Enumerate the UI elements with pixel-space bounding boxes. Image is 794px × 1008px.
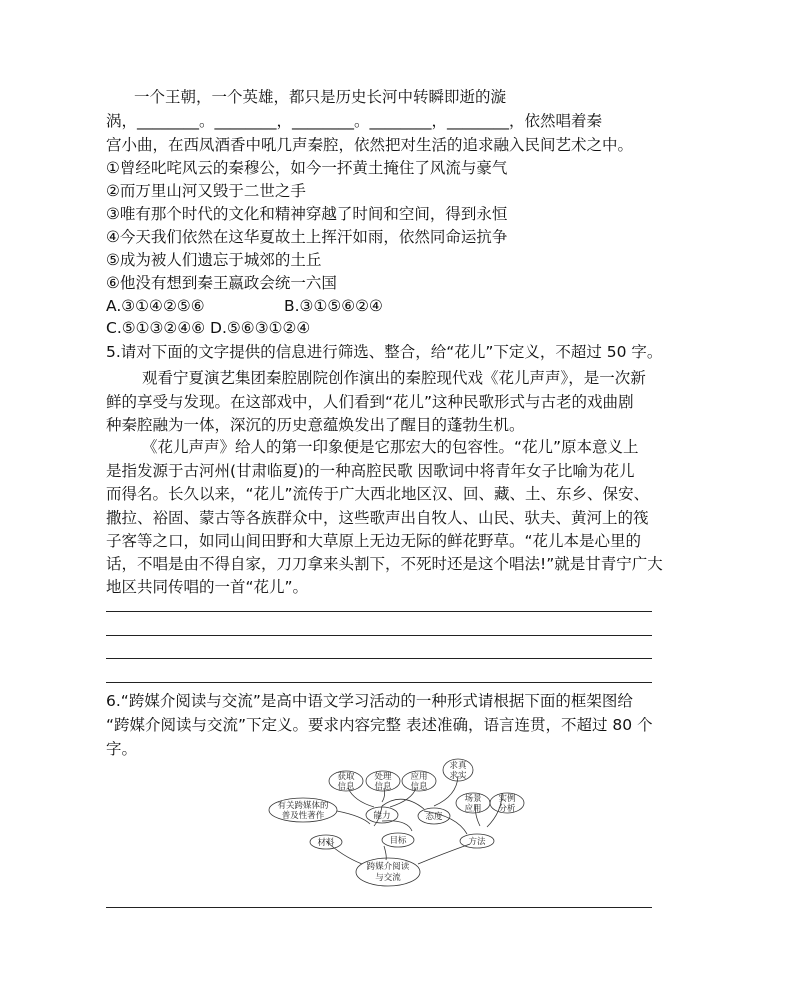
q5-passage-line-4: 《花儿声声》给人的第一印象便是它那宏大的包容性。“花儿”原本意义上 — [142, 438, 639, 456]
q5-passage-line-5: 是指发源于古河州(甘肃临夏)的一种高腔民歌 因歌词中将青年女子比喻为花儿 — [106, 462, 635, 480]
node-attitude: 态度 — [425, 812, 443, 822]
q5-passage-line-9: 话，不唱是由不得自家，刀刀拿来头割下，不死时还是这个唱法!”就是甘青宁广大 — [106, 555, 663, 573]
node-method: 方法 — [468, 837, 486, 847]
q4-option-2: ②而万里山河又毁于二世之手 — [106, 182, 306, 200]
q5-passage-line-7: 撒拉、裕固、蒙古等各族群众中，这些歌声出自牧人、山民、驮夫、黄河上的筏 — [106, 509, 649, 527]
q6-question-line-3: 字。 — [106, 740, 138, 758]
node-ability: 能力 — [373, 811, 391, 821]
q4-line-2: 涡，________。________，________。________，________，依然唱着秦 — [106, 112, 603, 130]
answer-line[interactable] — [106, 635, 652, 636]
node-goal: 目标 — [389, 836, 407, 846]
q5-passage-line-3: 种秦腔融为一体，深沉的历史意蕴焕发出了醒目的蓬勃生机。 — [106, 416, 525, 434]
node-apply-line-1: 应用 — [410, 772, 428, 782]
node-material: 材料 — [317, 838, 335, 848]
node-center-line-1: 跨媒介阅读 — [366, 862, 410, 872]
q6-question-line-2: “跨媒介阅读与交流”下定义。要求内容完整 表述准确，语言连贯，不超过 80 个 — [106, 716, 653, 734]
q5-passage-line-8: 子客等之口，如同山间田野和大草原上无边无际的鲜花野草。“花儿本是心里的 — [106, 532, 642, 550]
node-truth-line-2: 求实 — [449, 771, 467, 781]
node-works-line-2: 普及性著作 — [281, 811, 325, 821]
node-apply-line-2: 信息 — [410, 782, 428, 792]
node-case-line-2: 分析 — [498, 804, 516, 814]
q5-passage-line-1: 观看宁夏演艺集团秦腔剧院创作演出的秦腔现代戏《花儿声声》，是一次新 — [142, 369, 646, 387]
node-acquire-line-2: 信息 — [337, 782, 355, 792]
q5-passage-line-10: 地区共同传唱的一首“花儿”。 — [106, 578, 309, 596]
node-process-line-1: 处理 — [374, 772, 392, 782]
q5-passage-line-6: 而得名。长久以来，“花儿”流传于广大西北地区汉、回、藏、土、东乡、保安、 — [106, 485, 650, 503]
q4-option-5: ⑤成为被人们遗忘于城郊的土丘 — [106, 251, 322, 269]
node-acquire-line-1: 获取 — [337, 772, 355, 782]
q4-option-3: ③唯有那个时代的文化和精神穿越了时间和空间，得到永恒 — [106, 205, 508, 223]
q5-question: 5.请对下面的文字提供的信息进行筛选、整合，给“花儿”下定义，不超过 50 字。 — [106, 343, 663, 361]
answer-line[interactable] — [106, 682, 652, 683]
q4-choice-a: A.③①④②⑤⑥ — [106, 297, 205, 315]
node-works-line-1: 有关跨媒体的 — [277, 801, 329, 811]
node-center-line-2: 与交流 — [375, 873, 401, 883]
q4-option-6: ⑥他没有想到秦王嬴政会统一六国 — [106, 274, 337, 292]
node-scene-line-1: 场景 — [464, 794, 482, 804]
q4-line-1: 一个王朝，一个英雄，都只是历史长河中转瞬即逝的漩 — [134, 88, 507, 106]
q4-option-4: ④今天我们依然在这华夏故土上挥汗如雨，依然同命运抗争 — [106, 228, 508, 246]
concept-map-diagram — [262, 756, 532, 890]
q5-passage-line-2: 鲜的享受与发现。在这部戏中，人们看到“花儿”这种民歌形式与古老的戏曲剧 — [106, 393, 634, 411]
node-case-line-1: 实例 — [498, 794, 516, 804]
answer-line[interactable] — [106, 611, 652, 612]
q4-option-1: ①曾经叱咤风云的秦穆公，如今一抔黄土掩住了风流与豪气 — [106, 159, 508, 177]
node-process-line-2: 信息 — [374, 782, 392, 792]
q4-choice-b: B.③①⑤⑥②④ — [284, 297, 383, 315]
answer-line[interactable] — [106, 658, 652, 659]
answer-line[interactable] — [106, 907, 652, 908]
node-truth-line-1: 求真 — [449, 761, 467, 771]
node-scene-line-2: 应用 — [464, 804, 482, 814]
q4-line-3: 宫小曲，在西凤酒香中吼几声秦腔，依然把对生活的追求融入民间艺术之中。 — [106, 136, 634, 154]
q4-choice-cd: C.⑤①③②④⑥ D.⑤⑥③①②④ — [106, 319, 311, 337]
q6-question-line-1: 6.“跨媒介阅读与交流”是高中语文学习活动的一种形式请根据下面的框架图给 — [106, 692, 633, 710]
